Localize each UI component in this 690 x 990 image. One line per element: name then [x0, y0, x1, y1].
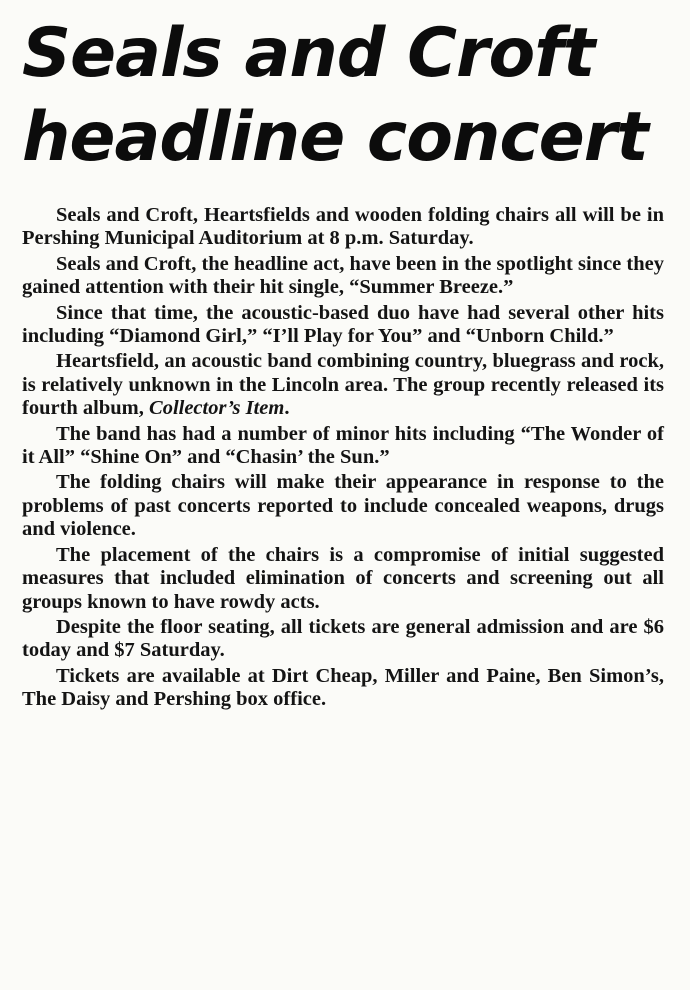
paragraph-1: Seals and Croft, Heartsfields and wooden folding chairs all will be in Pershing Municipal Auditorium at 8 p.m. Saturday. — [22, 204, 664, 250]
headline — [22, 12, 672, 180]
paragraph-2: Seals and Croft, the headline act, have been in the spotlight since they gained attention with their hit single, “Summer Breeze.” — [22, 252, 664, 299]
headline-line-2: headline concert — [22, 98, 648, 177]
heartsfield-text: Heartsfield, an acoustic band combining country, bluegrass and rock, is relatively unknown in the Lincoln area. The group recently released its fourth album, — [22, 350, 664, 420]
paragraph-3: Since that time, the acoustic-based duo have had several other hits including “Diamond Girl,” “I’ll Play for You” and “Unborn Child.” — [22, 301, 664, 348]
paragraph-heartsfield — [22, 350, 664, 420]
article-body — [22, 204, 664, 714]
paragraph-5: The band has had a number of minor hits including “The Wonder of it All” “Shine On” and “Chasin’ the Sun.” — [22, 422, 664, 469]
headline-line-1: Seals and Croft — [22, 14, 595, 93]
heartsfield-end: . — [284, 397, 290, 420]
paragraph-7: The placement of the chairs is a compromise of initial suggested measures that included elimination of concerts and screening out all groups known to have rowdy acts. — [22, 543, 664, 613]
paragraph-9: Tickets are available at Dirt Cheap, Miller and Paine, Ben Simon’s, The Daisy and Pershing box office. — [22, 664, 664, 711]
paragraph-8: Despite the floor seating, all tickets are general admission and are $6 today and $7 Saturday. — [22, 615, 664, 662]
paragraph-6: The folding chairs will make their appearance in response to the problems of past concerts reported to include concealed weapons, drugs and violence. — [22, 471, 664, 541]
album-title: Collector’s Item — [149, 397, 285, 420]
